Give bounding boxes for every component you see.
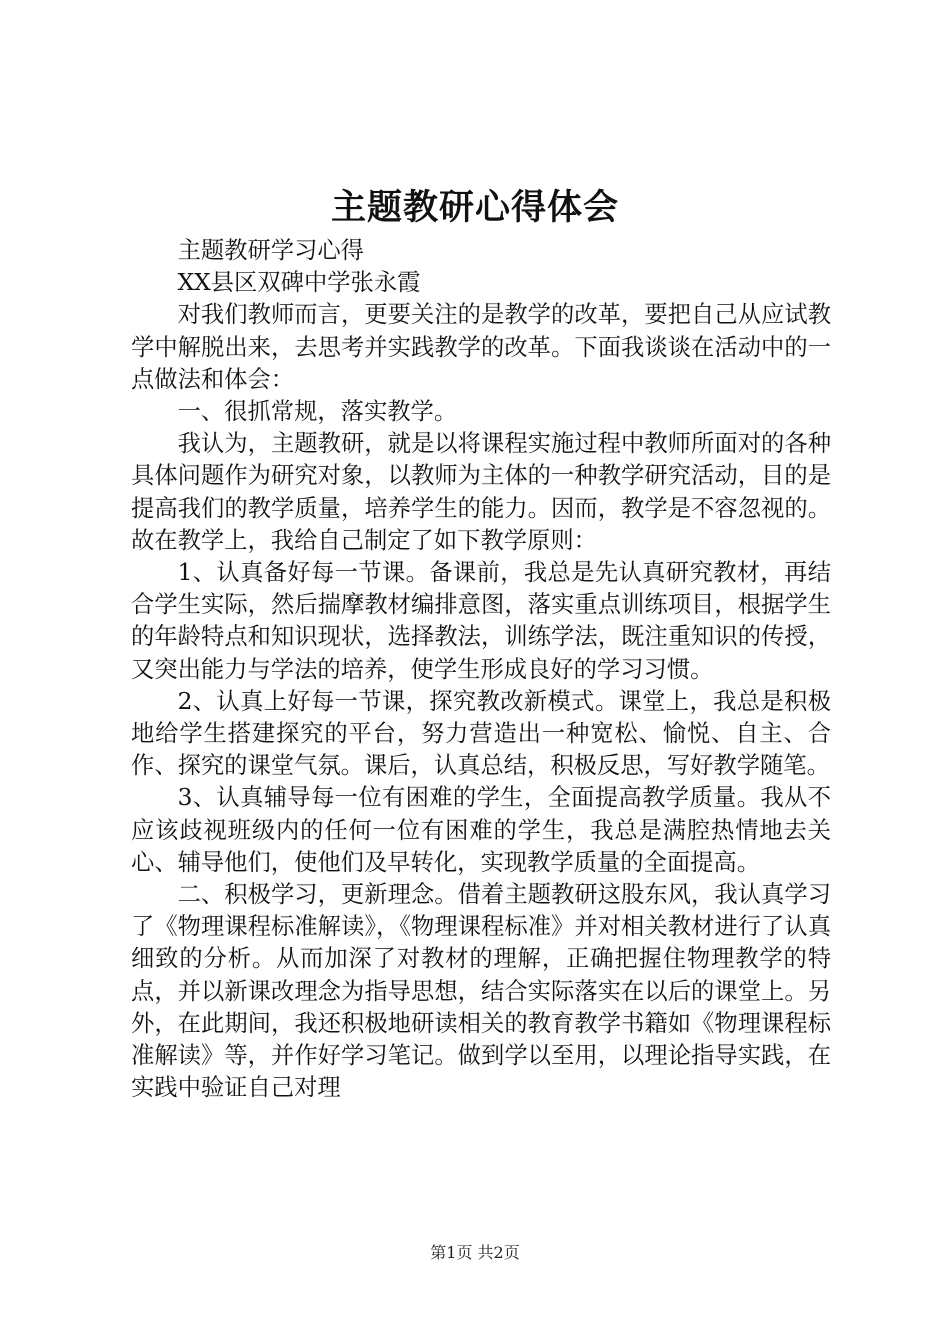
- section-heading: 一、很抓常规，落实教学。: [177, 398, 458, 426]
- list-item-paragraph: 1、认真备好每一节课。备课前，我总是先认真研究教材，再结合学生实际，然后揣摩教材编排意图，落实重点训练项目，根据学生的年龄特点和知识现状，选择教法，训练学法，既注重知识的传授，又突出能力与学法的培养，使学生形成良好的学习习惯。: [131, 559, 831, 683]
- author-line: XX县区双碑中学张永霞: [177, 269, 421, 297]
- section-paragraph: 二、积极学习，更新理念。借着主题教研这股东风，我认真学习了《物理课程标准解读》，《物理课程标准》并对相关教材进行了认真细致的分析。从而加深了对教材的理解，正确把握住物理教学的特点，并以新课改理念为指导思想，结合实际落实在以后的课堂上。另外，在此期间，我还积极地研读相关的教育教学书籍如《物理课程标准解读》等，并作好学习笔记。做到学以至用，以理论指导实践，在实践中验证自己对理: [131, 881, 831, 1102]
- document-body: [131, 235, 831, 1104]
- body-paragraph: 对我们教师而言，更要关注的是教学的改革，要把自己从应试教学中解脱出来，去思考并实践教学的改革。下面我谈谈在活动中的一点做法和体会：: [131, 301, 831, 393]
- document-title: 主题教研心得体会: [330, 187, 619, 228]
- list-item-paragraph: 3、认真辅导每一位有困难的学生，全面提高教学质量。我从不应该歧视班级内的任何一位有困难的学生，我总是满腔热情地去关心、辅导他们，使他们及早转化，实现教学质量的全面提高。: [131, 784, 831, 876]
- list-item-paragraph: 2、认真上好每一节课，探究教改新模式。课堂上，我总是积极地给学生搭建探究的平台，努力营造出一种宽松、愉悦、自主、合作、探究的课堂气氛。课后，认真总结，积极反思，写好教学随笔。: [131, 687, 831, 780]
- subtitle-paragraph: 主题教研学习心得: [177, 237, 364, 264]
- body-paragraph: 我认为，主题教研，就是以将课程实施过程中教师所面对的各种具体问题作为研究对象，以教师为主体的一种教学研究活动，目的是提高我们的教学质量，培养学生的能力。因而，教学是不容忽视的。故在教学上，我给自己制定了如下教学原则：: [131, 430, 831, 554]
- page-footer: 第1页 共2页: [430, 1243, 520, 1262]
